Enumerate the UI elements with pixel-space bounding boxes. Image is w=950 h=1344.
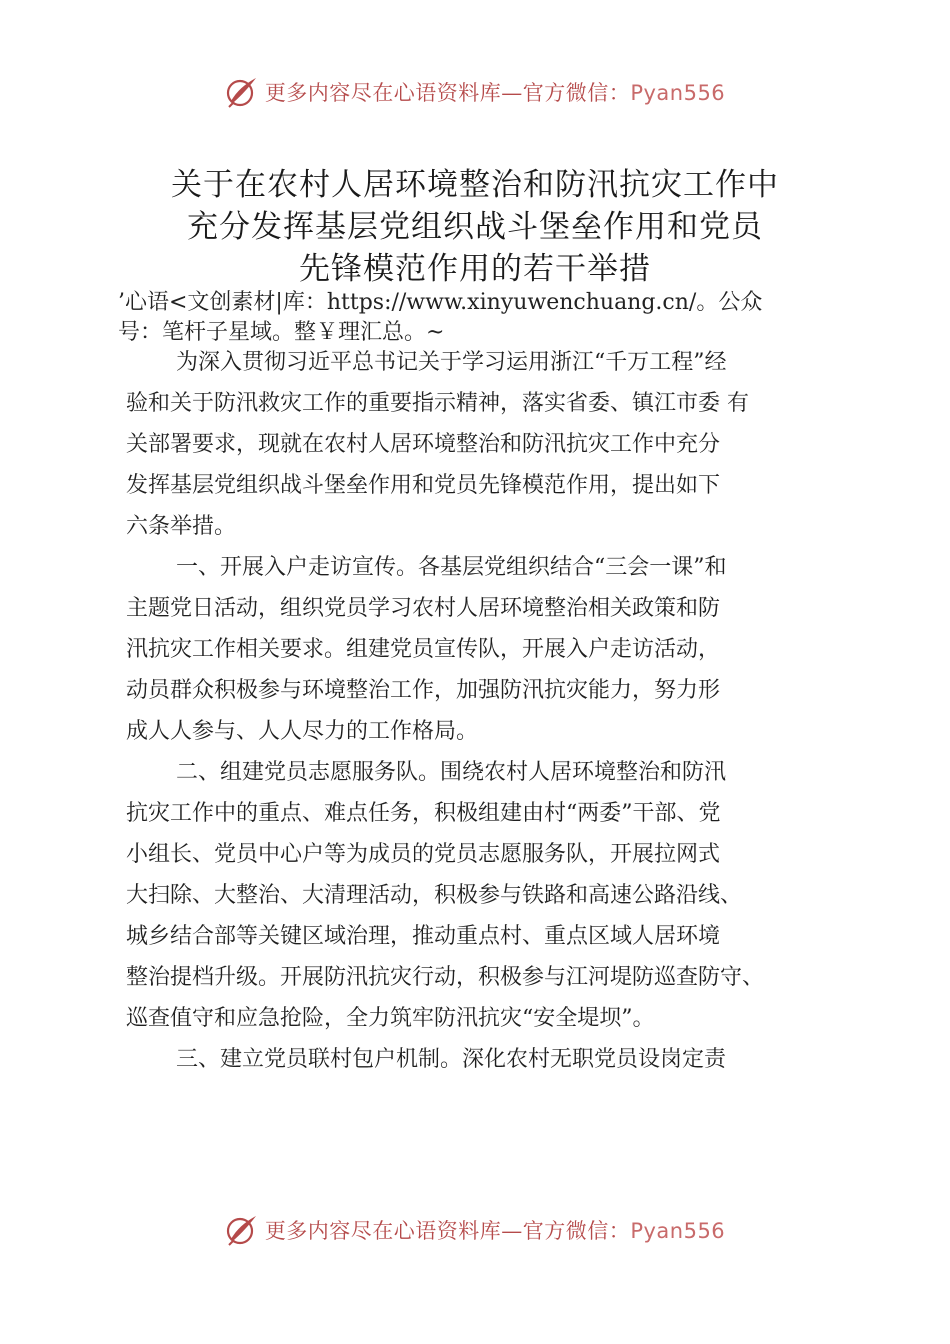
wechat-id: Pyan556	[630, 81, 726, 105]
source-line: 号：笔杆子星域。整￥理汇总。~	[118, 320, 445, 345]
paragraph-intro	[126, 342, 856, 547]
header-banner	[0, 70, 950, 114]
paragraph-line: 六条举措。	[126, 514, 237, 539]
paragraph-line: 城乡结合部等关键区域治理，推动重点村、重点区域人居环境	[126, 924, 721, 949]
quill-logo-icon	[225, 1213, 259, 1247]
paragraph-line: 小组长、党员中心户等为成员的党员志愿服务队，开展拉网式	[126, 842, 721, 867]
paragraph-line: 抗灾工作中的重点、难点任务，积极组建由村“两委”干部、党	[126, 801, 721, 826]
paragraph-line: 验和关于防汛救灾工作的重要指示精神，落实省委、镇江市委 有	[126, 391, 749, 416]
paragraph-line: 巡查值守和应急抢险，全力筑牢防汛抗灾“安全堤坝”。	[126, 1006, 655, 1031]
paragraph-line: 成人人参与、人人尽力的工作格局。	[126, 719, 479, 744]
paragraph-line: 关部署要求，现就在农村人居环境整治和防汛抗灾工作中充分	[126, 432, 721, 457]
title-line: 充分发挥基层党组织战斗堡垒作用和党员	[187, 209, 763, 245]
title-line: 关于在农村人居环境整治和防汛抗灾工作中	[171, 167, 779, 203]
paragraph-line: 主题党日活动，组织党员学习农村人居环境整治相关政策和防	[126, 596, 721, 621]
quill-logo-icon	[225, 75, 259, 109]
paragraph-line: 发挥基层党组织战斗堡垒作用和党员先锋模范作用，提出如下	[126, 473, 721, 498]
banner-text: 更多内容尽在心语资料库—官方微信：Pyan556	[264, 1219, 726, 1243]
paragraph-line: 三、建立党员联村包户机制。深化农村无职党员设岗定责	[176, 1047, 727, 1072]
paragraph-line: 汛抗灾工作相关要求。组建党员宣传队，开展入户走访活动，	[126, 637, 721, 662]
paragraph-line: 整治提档升级。开展防汛抗灾行动，积极参与江河堤防巡查防守、	[126, 965, 765, 990]
paragraph-line: 大扫除、大整治、大清理活动，积极参与铁路和高速公路沿线、	[126, 883, 743, 908]
source-line: ’心语<文创素材|库：https://www.xinyuwenchuang.cn/。公众	[118, 290, 763, 315]
document-body	[126, 342, 856, 1080]
banner-text: 更多内容尽在心语资料库—官方微信：Pyan556	[264, 81, 726, 105]
paragraph-line: 动员群众积极参与环境整治工作，加强防汛抗灾能力，努力形	[126, 678, 721, 703]
document-title	[60, 164, 890, 290]
footer-banner	[0, 1208, 950, 1252]
wechat-id: Pyan556	[630, 1219, 726, 1243]
paragraph-line: 二、组建党员志愿服务队。围绕农村人居环境整治和防汛	[176, 760, 727, 785]
paragraph-measure-3	[126, 1039, 856, 1080]
paragraph-line: 为深入贯彻习近平总书记关于学习运用浙江“千万工程”经	[176, 350, 727, 375]
paragraph-measure-1	[126, 547, 856, 752]
source-note	[118, 288, 858, 348]
title-line: 先锋模范作用的若干举措	[299, 251, 651, 287]
paragraph-measure-2	[126, 752, 856, 1039]
paragraph-line: 一、开展入户走访宣传。各基层党组织结合“三会一课”和	[176, 555, 727, 580]
